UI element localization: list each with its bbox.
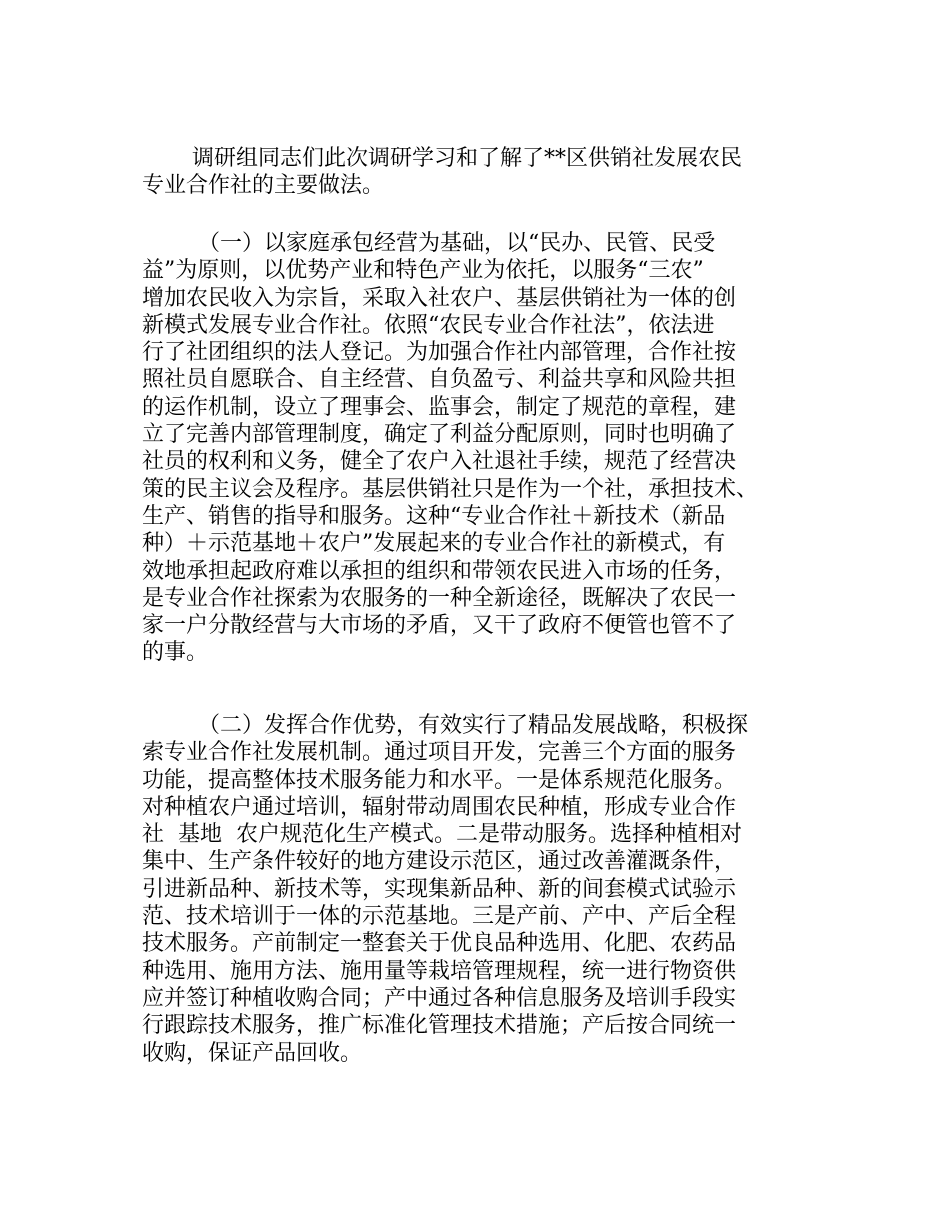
paragraph-line: 新模式发展专业合作社。依照“农民专业合作社法”，依法进 xyxy=(142,312,715,338)
paragraph-line: 引进新品种、新技术等，实现集新品种、新的间套模式试验示 xyxy=(142,876,737,902)
paragraph-section-one xyxy=(142,230,822,667)
paragraph-line: 种选用、施用方法、施用量等栽培管理规程，统一进行物资供 xyxy=(142,958,737,984)
paragraph-line: 益”为原则，以优势产业和特色产业为依托，以服务“三农” xyxy=(142,258,704,284)
paragraph-line: （二）发挥合作优势，有效实行了精品发展战略，积极探 xyxy=(198,713,749,738)
paragraph-line: 索专业合作社发展机制。通过项目开发，完善三个方面的服务 xyxy=(142,740,737,766)
paragraph-line: 行跟踪技术服务，推广标准化管理技术措施；产后按合同统一 xyxy=(142,1013,737,1039)
paragraph-line: 照社员自愿联合、自主经营、自负盈亏、利益共享和风险共担 xyxy=(142,367,737,393)
paragraph-line: 调研组同志们此次调研学习和了解了**区供销社发展农民 xyxy=(192,146,743,171)
paragraph-line: 的事。 xyxy=(142,640,209,666)
paragraph-line: 的运作机制，设立了理事会、监事会，制定了规范的章程，建 xyxy=(142,394,737,420)
paragraph-line: 种）＋示范基地＋农户”发展起来的专业合作社的新模式，有 xyxy=(142,531,726,557)
paragraph-line: 技术服务。产前制定一整套关于优良品种选用、化肥、农药品 xyxy=(142,931,737,957)
paragraph-line: 功能，提高整体技术服务能力和水平。一是体系规范化服务。 xyxy=(142,767,737,793)
paragraph-line: 增加农民收入为宗旨，采取入社农户、基层供销社为一体的创 xyxy=(142,285,737,311)
paragraph-line: 专业合作社的主要做法。 xyxy=(142,173,385,199)
paragraph-line: 是专业合作社探索为农服务的一种全新途径，既解决了农民一 xyxy=(142,585,737,611)
paragraph-line: 对种植农户通过培训，辐射带动周围农民种植，形成专业合作 xyxy=(142,794,737,820)
paragraph-line: 社 基地 农户规范化生产模式。二是带动服务。选择种植相对 xyxy=(142,822,742,848)
paragraph-line: 家一户分散经营与大市场的矛盾，又干了政府不便管也管不了 xyxy=(142,613,737,639)
paragraph-line: 应并签订种植收购合同；产中通过各种信息服务及培训手段实 xyxy=(142,985,737,1011)
paragraph-line: （一）以家庭承包经营为基础，以“民办、民管、民受 xyxy=(198,231,716,256)
paragraph-line: 收购，保证产品回收。 xyxy=(142,1040,363,1066)
paragraph-line: 行了社团组织的法人登记。为加强合作社内部管理，合作社按 xyxy=(142,340,737,366)
paragraph-line: 范、技术培训于一体的示范基地。三是产前、产中、产后全程 xyxy=(142,904,737,930)
paragraph-line: 社员的权利和义务，健全了农户入社退社手续，规范了经营决 xyxy=(142,449,737,475)
paragraph-line: 生产、销售的指导和服务。这种“专业合作社＋新技术（新品 xyxy=(142,503,726,529)
paragraph-line: 集中、生产条件较好的地方建设示范区，通过改善灌溉条件， xyxy=(142,849,737,875)
paragraph-line: 效地承担起政府难以承担的组织和带领农民进入市场的任务， xyxy=(142,558,737,584)
paragraph-line: 立了完善内部管理制度，确定了利益分配原则，同时也明确了 xyxy=(142,422,737,448)
paragraph-line: 策的民主议会及程序。基层供销社只是作为一个社，承担技术、 xyxy=(142,476,759,502)
paragraph-section-two xyxy=(142,712,822,1067)
paragraph-intro xyxy=(142,145,822,200)
